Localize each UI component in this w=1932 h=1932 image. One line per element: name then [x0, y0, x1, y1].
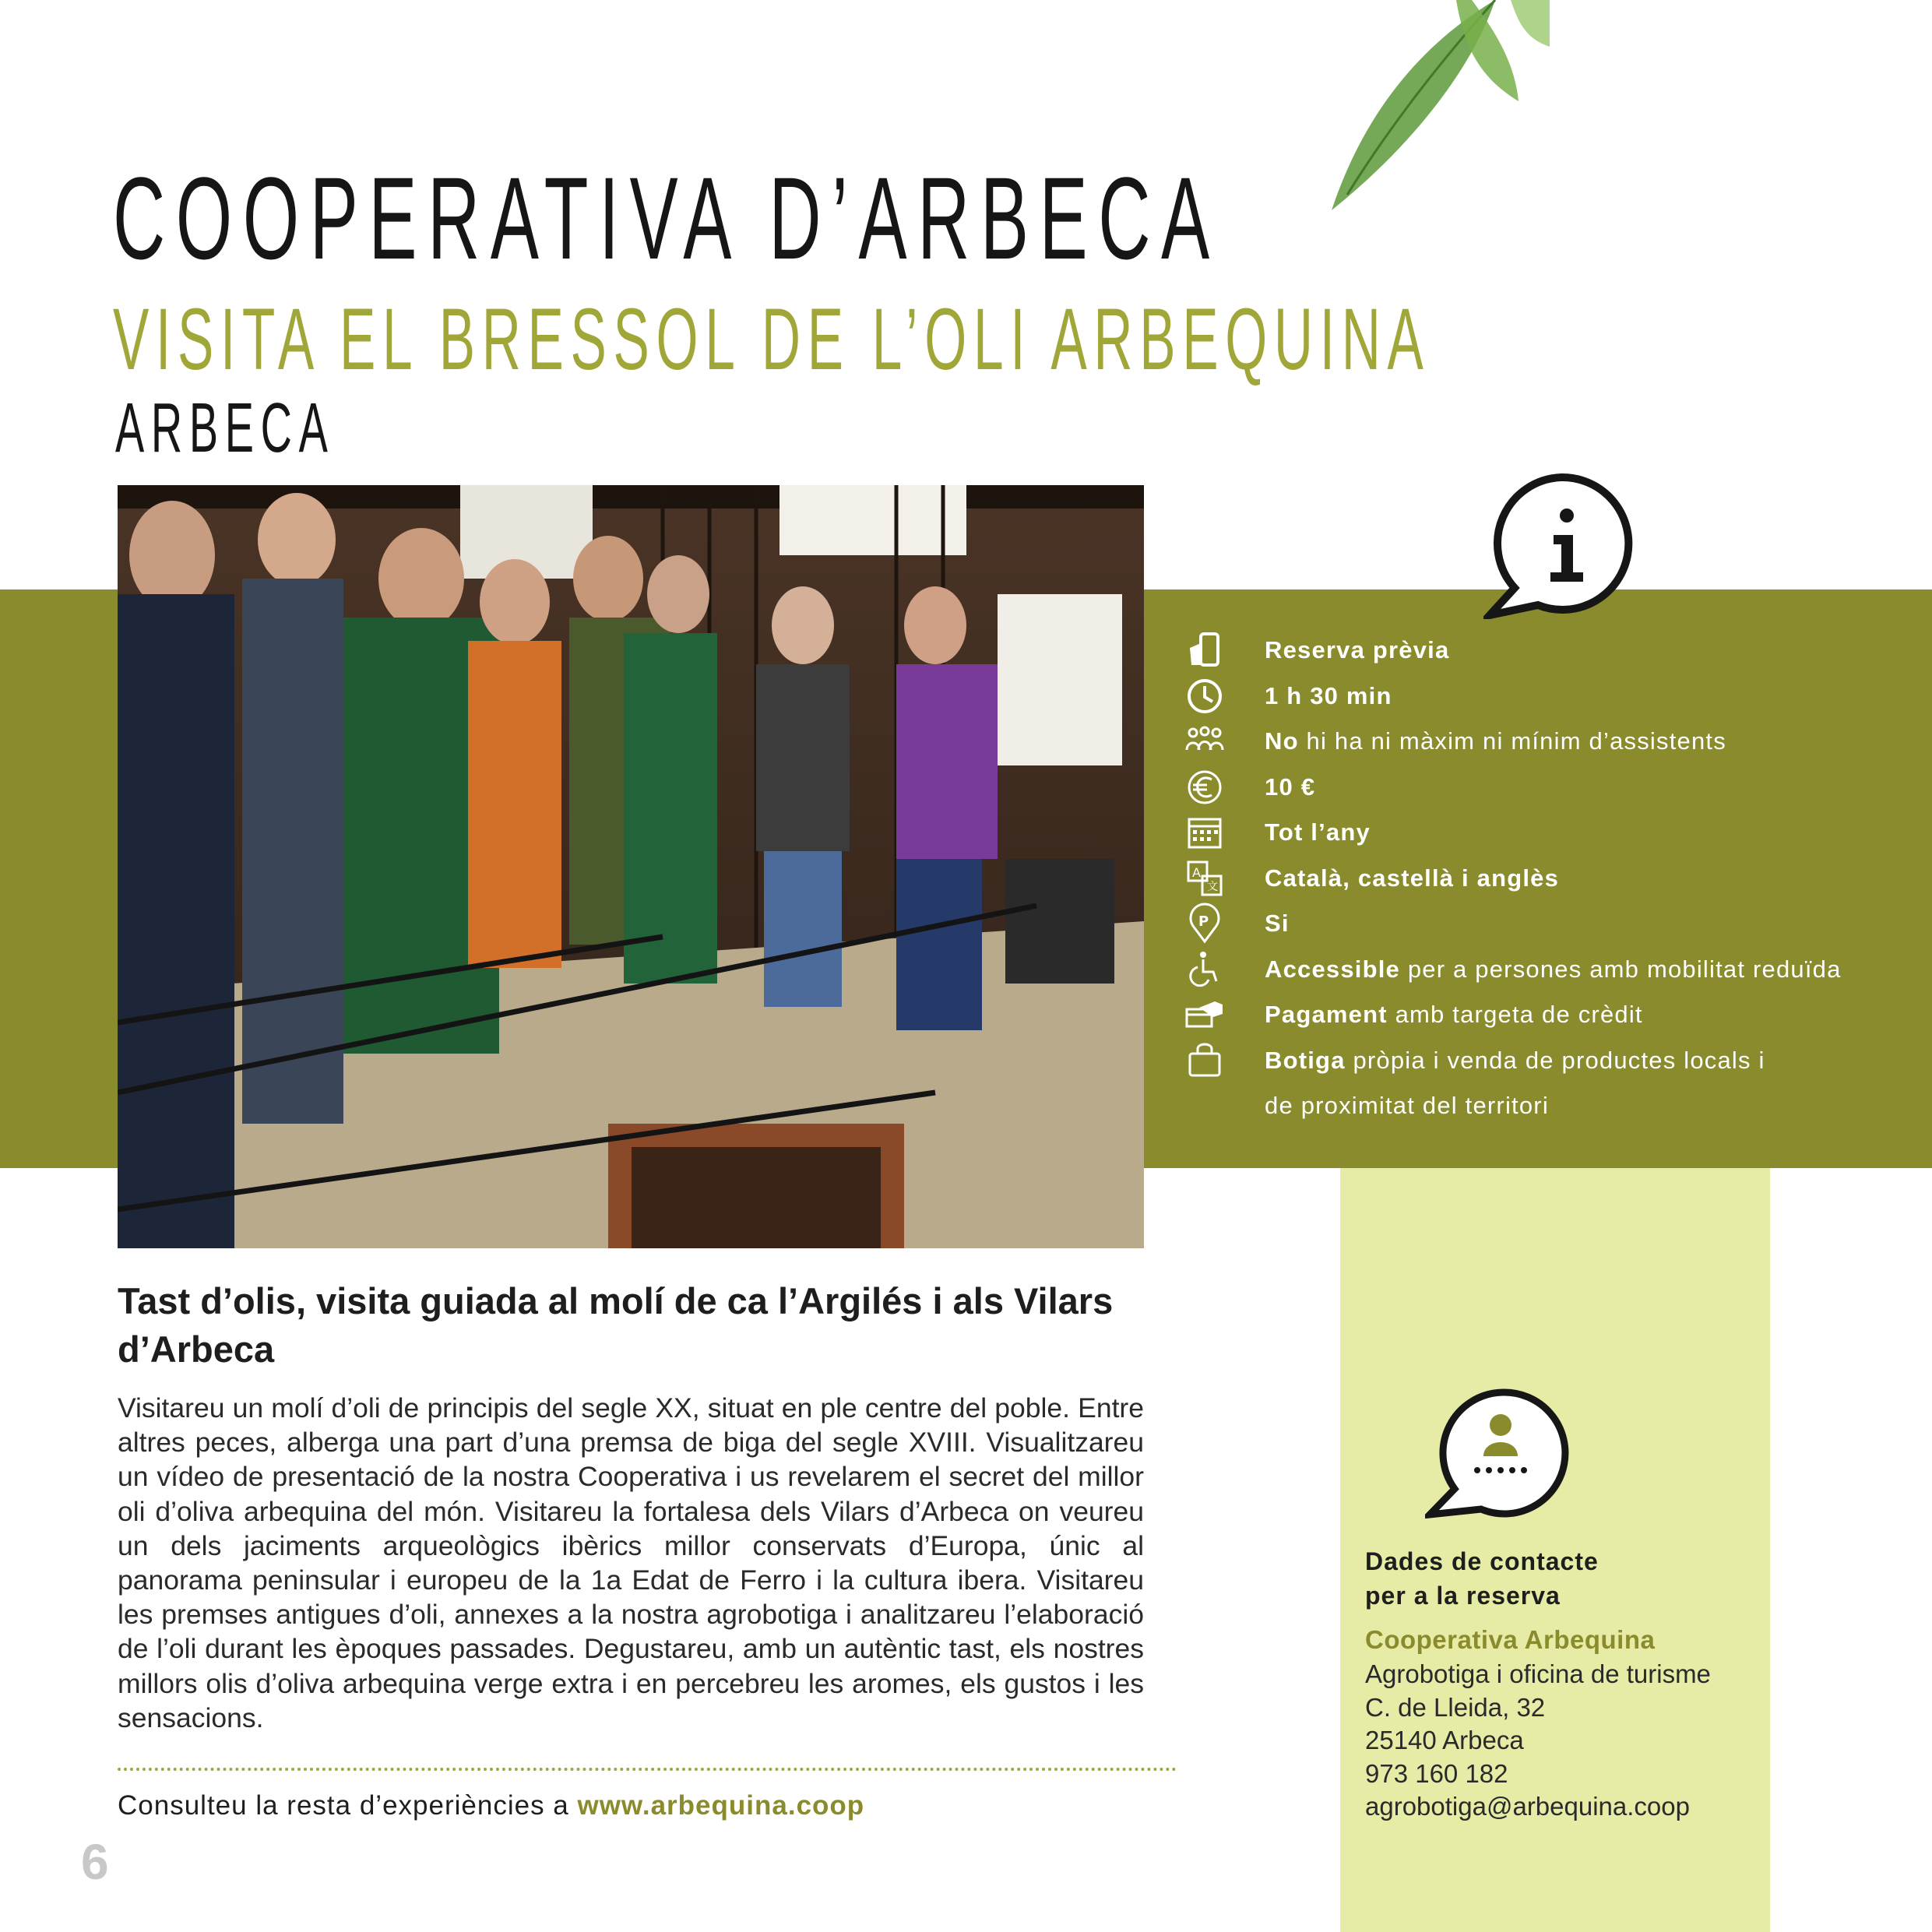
- euro-icon: [1184, 766, 1226, 808]
- info-item-season: [1184, 810, 1884, 856]
- info-item-text: Accessible per a persones amb mobilitat reduïda: [1265, 955, 1842, 983]
- page-title: COOPERATIVA D’ARBECA: [113, 153, 1220, 283]
- info-item-languages: [1184, 856, 1884, 902]
- info-item-text: Tot l’any: [1265, 818, 1371, 846]
- town-name: ARBECA: [115, 389, 335, 467]
- info-item-text: Si: [1265, 910, 1290, 938]
- more-experiences: [118, 1790, 864, 1821]
- clock-icon: [1184, 675, 1226, 717]
- contact-line: Agrobotiga i oficina de turisme: [1365, 1659, 1711, 1688]
- parking-icon: [1184, 903, 1226, 945]
- article-title: Tast d’olis, visita guiada al molí de ca l’Argilés i als Vilars d’Arbeca: [118, 1280, 1114, 1370]
- article-body: Visitareu un molí d’oli de principis del segle XX, situat en ple centre del poble. Entre altres peces, alberga una part d’una premsa de biga del segle XVIII. Visualitzareu un vídeo de presentació de la nostra Cooperativa i us revelarem el secret del millor oli d’oliva arbequina del món. Visitareu la fortalesa dels Vilars d’Arbeca on veureu un dels jaciments arqueològics ibèrics millor conservats d’Europa, únic al panorama peninsular i europeu de la 1a Edat de Ferro i la cultura ibera. Visitareu les premses antigues d’oli, annexes a la nostra agrobotiga i analitzareu l’elaboració de l’oli durant les èpoques passades. Degustareu, amb un autèntic tast, els nostres millors olis d’oliva arbequina verge extra i en percebreu les aromes, els gustos i les sensacions.: [118, 1392, 1144, 1733]
- info-item-shop: [1184, 1038, 1884, 1084]
- contact-heading: [1365, 1544, 1599, 1613]
- contact-organization: Cooperativa Arbequina: [1365, 1625, 1656, 1654]
- calendar-icon: [1184, 811, 1226, 853]
- translate-icon: [1184, 857, 1226, 899]
- phone-hand-icon: [1184, 629, 1226, 671]
- info-item-accessibility: [1184, 947, 1884, 993]
- info-item-text: No hi ha ni màxim ni mínim d’assistents: [1265, 727, 1726, 755]
- svg-text:A: A: [1192, 864, 1201, 880]
- contact-postcode: 25140 Arbeca: [1365, 1726, 1524, 1754]
- info-item-reservation: [1184, 628, 1884, 674]
- svg-text:P: P: [1198, 913, 1209, 931]
- info-icon: [1483, 471, 1639, 619]
- info-item-text: 10 €: [1265, 772, 1316, 801]
- info-item-group: [1184, 719, 1884, 765]
- olive-leaves-decoration: [1316, 0, 1550, 218]
- contact-person-icon: [1425, 1386, 1573, 1519]
- info-item-parking: [1184, 901, 1884, 947]
- info-item-duration: [1184, 674, 1884, 720]
- shopping-bag-icon: [1184, 1040, 1226, 1082]
- info-item-text: 1 h 30 min: [1265, 681, 1392, 709]
- info-item-text: Català, castellà i anglès: [1265, 864, 1560, 892]
- dotted-divider: [118, 1768, 1177, 1771]
- card-payment-icon: [1184, 994, 1226, 1036]
- wheelchair-icon: [1184, 948, 1226, 991]
- info-item-shop-continuation: de proximitat del territori: [1265, 1092, 1549, 1119]
- contact-heading-line: Dades de contacte: [1365, 1547, 1599, 1575]
- info-list: [1184, 628, 1884, 1128]
- svg-text:文: 文: [1207, 880, 1218, 893]
- page-number: 6: [81, 1834, 109, 1890]
- contact-heading-line: per a la reserva: [1365, 1582, 1561, 1610]
- info-item-text: Botiga pròpia i venda de productes locals i: [1265, 1046, 1765, 1074]
- contact-address: C. de Lleida, 32: [1365, 1692, 1546, 1722]
- info-item-text: Reserva prèvia: [1265, 636, 1450, 664]
- contact-phone[interactable]: 973 160 182: [1365, 1758, 1508, 1788]
- visit-photo: [118, 485, 1144, 1248]
- website-link[interactable]: www.arbequina.coop: [577, 1790, 865, 1821]
- page-subtitle: VISITA EL BRESSOL DE L’OLI ARBEQUINA: [113, 290, 1431, 388]
- more-prefix: Consulteu la resta d’experiències a: [118, 1790, 578, 1821]
- info-item-price: [1184, 765, 1884, 811]
- contact-email[interactable]: agrobotiga@arbequina.coop: [1365, 1792, 1690, 1821]
- contact-details: [1365, 1658, 1711, 1824]
- group-icon: [1184, 720, 1226, 762]
- info-item-payment: [1184, 992, 1884, 1038]
- info-item-text: Pagament amb targeta de crèdit: [1265, 1001, 1643, 1029]
